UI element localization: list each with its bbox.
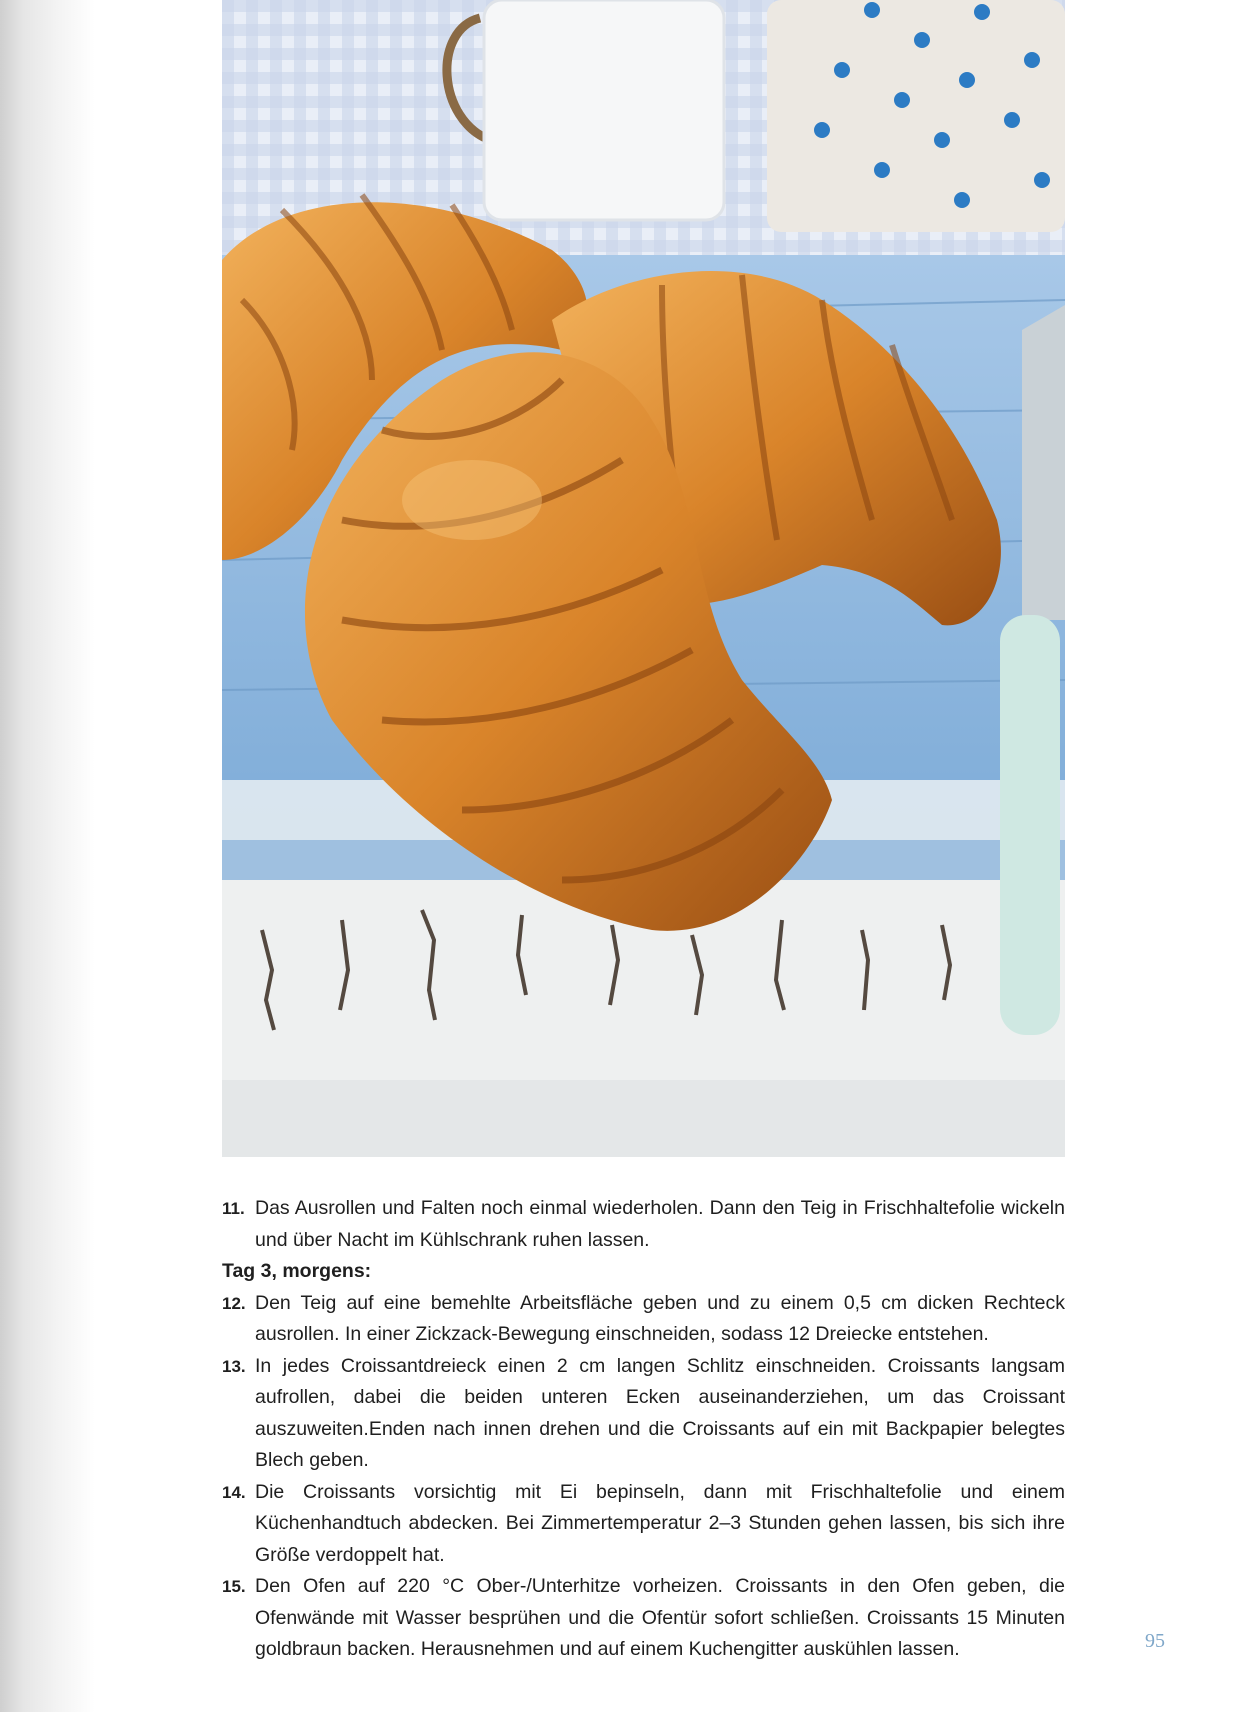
step-number: 13. (222, 1356, 246, 1376)
step-text: In jedes Croissantdreieck einen 2 cm langen Schlitz einschneiden. Croissants langsam aufrollen, dabei die beiden unteren Ecken auseinanderziehen, um das Croissant auszuweiten.Enden nach innen drehen und die Croissants auf ein mit Backpapier belegtes Blech geben. (255, 1354, 1065, 1471)
step-text: Die Croissants vorsichtig mit Ei bepinseln, dann mit Frischhaltefolie und einem Küchenhandtuch abdecken. Bei Zimmertemperatur 2–3 Stunden gehen lassen, bis sich ihre Größe verdoppelt hat. (255, 1480, 1065, 1566)
step-number: 12. (222, 1293, 246, 1313)
step-number: 15. (222, 1577, 246, 1596)
step-number: 11. (222, 1199, 245, 1218)
page-number: 95 (1145, 1630, 1165, 1652)
step-number: 14. (222, 1482, 246, 1502)
step-text: Den Ofen auf 220 °C Ober-/Unterhitze vorheizen. Croissants in den Ofen geben, die Ofenwände mit Wasser besprühen und die Ofentür sofort schließen. Croissants 15 Minuten goldbraun backen. Herausnehmen und auf einem Kuchengitter auskühlen lassen. (255, 1575, 1065, 1660)
day-subheading: Tag 3, morgens: (222, 1260, 372, 1282)
step-item (222, 1571, 1065, 1666)
croissant-photo (222, 0, 1065, 1157)
step-item (222, 1288, 1065, 1351)
page-gutter-shadow (0, 0, 95, 1712)
step-item (222, 1351, 1065, 1477)
step-text: Das Ausrollen und Falten noch einmal wiederholen. Dann den Teig in Frischhaltefolie wickeln und über Nacht im Kühlschrank ruhen lassen. (255, 1197, 1065, 1251)
step-text: Den Teig auf eine bemehlte Arbeitsfläche geben und zu einem 0,5 cm dicken Rechteck ausrollen. In einer Zickzack-Bewegung einschneiden, sodass 12 Dreiecke entstehen. (255, 1291, 1065, 1345)
step-item (222, 1477, 1065, 1572)
step-item (222, 1193, 1065, 1256)
recipe-steps (222, 1193, 1065, 1666)
